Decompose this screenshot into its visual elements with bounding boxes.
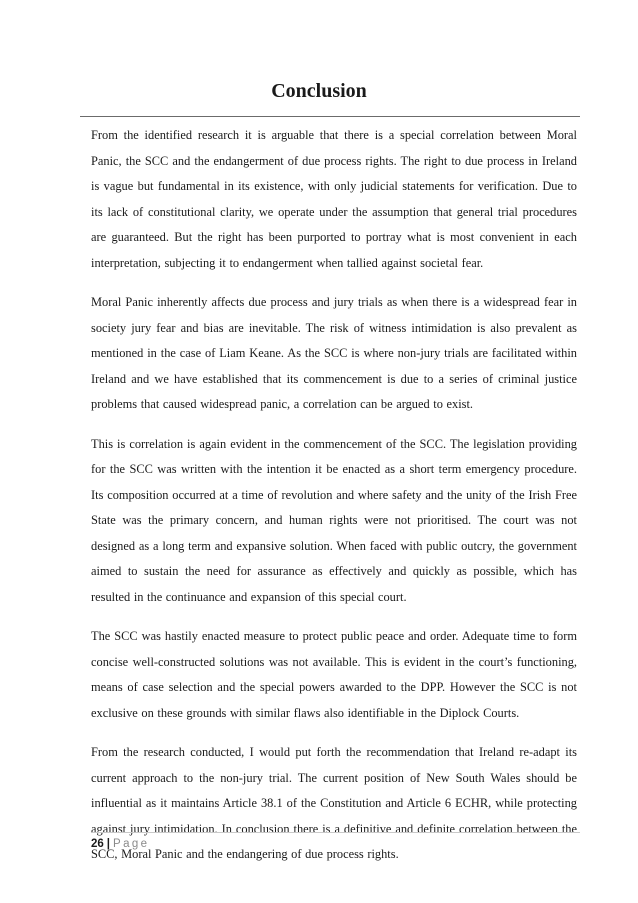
page-title: Conclusion	[271, 80, 367, 102]
page-number: 26	[91, 838, 104, 850]
page-footer	[91, 836, 149, 852]
paragraph-3: This is correlation is again evident in the commencement of the SCC. The legislation providing for the SCC was written with the intention it be enacted as a short term emergency procedure. Its composition occurred at a time of revolution and where safety and the unity of the Irish Free State was the primary concern, and human rights were not prioritised. The court was not designed as a long term and expansive solution. When faced with public outcry, the government aimed to sustain the need for assurance as effectively and quickly as possible, which has resulted in the continuance and expansion of this special court.	[91, 436, 577, 604]
paragraph-4: The SCC was hastily enacted measure to protect public peace and order. Adequate time to form concise well-constructed solutions was not available. This is evident in the court’s functioning, means of case selection and the special powers awarded to the DPP. However the SCC is not exclusive on these grounds with similar flaws also identifiable in the Diplock Courts.	[91, 629, 577, 720]
paragraph-1: From the identified research it is arguable that there is a special correlation between Moral Panic, the SCC and the endangerment of due process rights. The right to due process in Ireland is vague but fundamental in its existence, with only judicial statements for verification. Due to its lack of constitutional clarity, we operate under the assumption that general trial procedures are guaranteed. But the right has been purported to portray what is most convenient in each interpretation, subjecting it to endangerment when tallied against societal fear.	[91, 128, 577, 270]
page-label: Page	[113, 838, 150, 850]
footer-divider	[91, 832, 580, 833]
paragraph-2: Moral Panic inherently affects due process and jury trials as when there is a widespread fear in society jury fear and bias are inevitable. The risk of witness intimidation is also prevalent as mentioned in the case of Liam Keane. As the SCC is where non-jury trials are facilitated within Ireland and we have established that its commencement is due to a series of criminal justice problems that caused widespread panic, a correlation can be argued to exist.	[91, 295, 577, 411]
footer-separator: |	[106, 838, 111, 850]
title-divider	[80, 116, 580, 117]
body-text	[91, 123, 577, 882]
paragraph-5: From the research conducted, I would put forth the recommendation that Ireland re-adapt its current approach to the non-jury trial. The current position of New South Wales should be influential as it maintains Article 38.1 of the Constitution and Article 6 ECHR, while protecting against jury intimidation. In conclusion there is a definitive and definite correlation between the SCC, Moral Panic and the endangering of due process rights.	[91, 745, 577, 861]
